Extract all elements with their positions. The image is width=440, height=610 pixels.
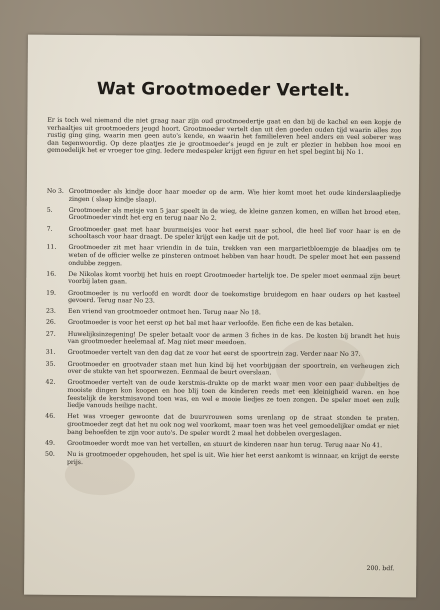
rule-number: 35.	[45, 360, 56, 368]
rule-number: 16.	[46, 270, 57, 278]
rule-number: 31.	[45, 349, 56, 357]
rule-number: 19.	[46, 289, 57, 297]
rule-text: Grootmoeder en grootvader staan met hun kind bij het voorbijgaan der spoortrein, en verheugen zich over de stukte van het spoorwezen. Eenmaal de beurt overslaan.	[67, 360, 400, 377]
rule-number: 42.	[45, 379, 56, 387]
page-title: Wat Grootmoeder Vertelt.	[96, 79, 351, 101]
rule-item	[46, 319, 400, 329]
rule-text: Grootmoeder vertelt van de oude kerstmis-drukte op de markt waar men voor een paar dubbeltjes de mooiste dingen kon koopen en hoe blij toen de kinderen reeds met een kleinigheid waren. en hoe feestelijk de kerstmisavond toen was, en wel e mooie liedjes ze toen zongen. De speler moet een zulk liedje vanouds heilige nacht.	[67, 379, 400, 410]
rule-item	[45, 379, 399, 412]
rule-text: Grootmoeder zit met haar vriendin in de tuin, trekken van een margarietbloempje de blaadjes om te weten of de officier welke ze pinsteren ontmoet hebben van haar houdt. De speler moet het een passend ondubbe zeggen.	[68, 244, 401, 267]
rule-text: Huwelijksinzegening! De speler betaalt voor de armen 3 fiches in de kas. De kosten bij brandt het huis van grootmoeder heelemaal af. Mag niet meer meedoen.	[67, 330, 400, 347]
game-rules-sheet	[24, 35, 420, 598]
rule-item	[46, 360, 400, 378]
rule-item	[47, 207, 401, 225]
rule-text: Grootmoeder gaat met haar buurmeisjes voor het eerst naar school, die heel lief voor haar is en de schooltasch voor haar draagt. De speler krijgt een kadje uit de pot.	[68, 225, 401, 242]
rule-item	[45, 413, 399, 438]
rule-item	[47, 188, 401, 206]
rule-text: Grootmoeder wordt moe van het vertellen, en stuurt de kinderen naar hun terug. Terug naar No 41.	[67, 439, 383, 449]
rule-item	[46, 330, 400, 348]
rules-list	[45, 188, 401, 472]
rule-item	[45, 440, 399, 450]
rule-number: 5.	[46, 206, 53, 214]
intro-paragraph: Er is toch wel niemand die niet graag naar zijn oud grootmoedertje gaat en dan bij de kachel en een kopje de verhaaltjes uit grootmoeders jeugd hoort. Grootmoeder vertelt dan uit den goeden ouden tijd waarin alles zoo rustig ging ging, waarin men geen auto's kende, en waarin het familieleven heel anders en veel soberer was dan tegenwoordig. Op deze plaatjes zie je grootmoeder's jeugd en je zult er plezier in hebben hoe mooi en gemoedelijk het er vroeger toe ging. Iedere medespeler krijgt een figuur en het spel begint bij No 1.	[47, 116, 402, 157]
rule-text: Grootmoeder als meisje van 5 jaar speelt in de wieg, de kleine ganzen komen, en willen het brood eten. Grootmoeder vindt het erg en terug naar No 2.	[68, 206, 401, 223]
rule-number: 23.	[46, 308, 56, 316]
rule-item	[47, 225, 401, 243]
rule-text: Een vriend van grootmoeder ontmoet hen. Terug naar No 18.	[68, 308, 261, 317]
rule-number: 26.	[45, 319, 56, 327]
rule-text: Grootmoeder is nu verloofd en wordt door de toekomstige bruidegom en haar ouders op het kasteel gevoerd. Terug naar No 23.	[68, 289, 401, 305]
rule-item	[46, 289, 400, 307]
rule-item	[46, 308, 400, 318]
rule-number: 49.	[45, 439, 55, 447]
rule-text: Grootmoeder vertelt van den dag dat ze voor het eerst de spoortrein zag. Verder naar No 37.	[67, 349, 361, 359]
rule-number: No 3.	[46, 187, 64, 195]
rule-number: 50.	[45, 450, 55, 458]
rule-item	[46, 349, 400, 359]
rule-number: 46.	[45, 413, 56, 421]
rule-item	[46, 244, 400, 269]
rule-item	[45, 451, 399, 469]
rule-number: 27.	[45, 330, 56, 338]
rule-text: De Nikolas komt voorbij het huis en roept Grootmoeder hartelijk toe. De speler moet eenmaal zijn beurt voorbij laten gaan.	[68, 270, 401, 286]
rule-text: Nu is grootmoeder opgehouden, het spel is uit. Wie hier het eerst aankomt is winnaar, en krijgt de eerste prijs.	[66, 450, 400, 466]
rule-text: Grootmoeder als kindje door haar moeder op de arm. Wie hier komt moet het oude kinderslaapliedje zingen ( slaap kindje slaap).	[68, 187, 401, 204]
rule-text: Het was vroeger gewoonte dat de buurvrouwen soms urenlang op de straat stonden te praten. grootmoeder zegt dat het nu ook nog wel voorkomt, maar toen was het veel gemoedelijker omdat er niet bang behoefden te zijn voor auto's. De speler wordt 2 maal het dobbelen overgeslagen.	[67, 413, 400, 438]
rule-number: 11.	[46, 244, 57, 252]
rule-item	[46, 270, 400, 288]
rule-number: 7.	[46, 225, 53, 233]
rule-text: Grootmoeder is voor het eerst op het bal met haar verloofde. Een fiche een de kas betalen.	[67, 319, 354, 329]
print-code: 200. bdf.	[366, 565, 395, 573]
